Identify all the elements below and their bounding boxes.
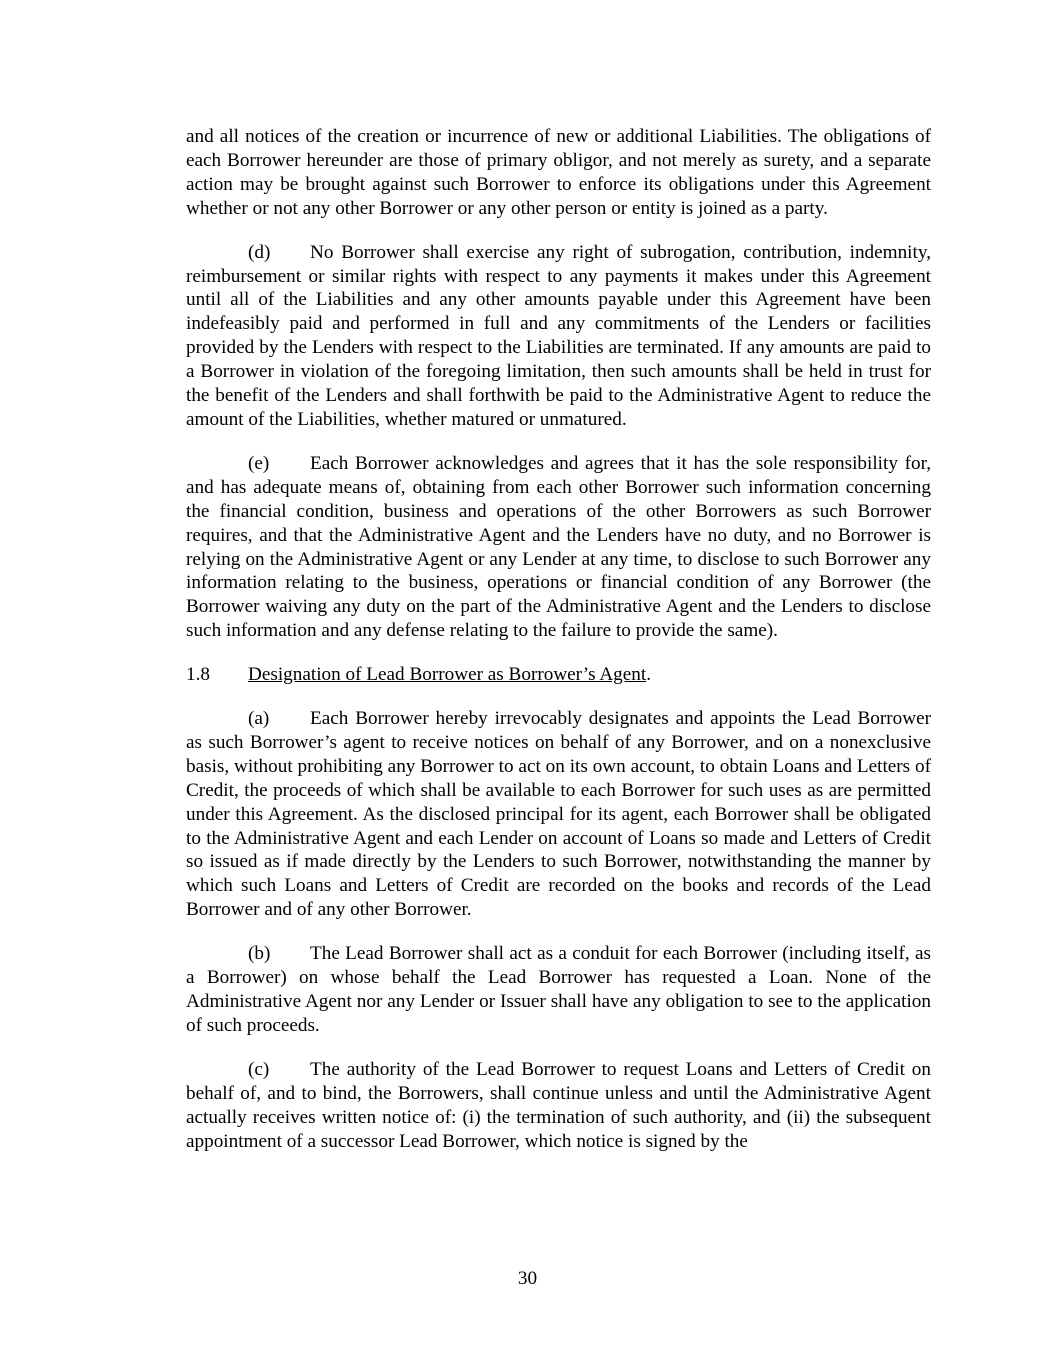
section-title: Designation of Lead Borrower as Borrower’s Agent (248, 664, 647, 686)
paragraph-a-marker: (a) (248, 708, 270, 730)
paragraph-b (186, 942, 931, 1038)
paragraph-b-marker: (b) (248, 943, 271, 965)
paragraph-c (186, 1058, 931, 1154)
paragraph-d (186, 241, 931, 432)
paragraph-b-text: The Lead Borrower shall act as a conduit for each Borrower (including itself, as a Borrower) on whose behalf the Lead Borrower has requested a Loan. None of the Administrative Agent nor any Lender or Issuer shall have any obligation to see to the application of such proceeds. (186, 943, 931, 1036)
paragraph-e (186, 452, 931, 643)
section-heading (186, 663, 931, 687)
paragraph-d-text: No Borrower shall exercise any right of subrogation, contribution, indemnity, reimbursement or similar rights with respect to any payments it makes under this Agreement until all of the Liabilities and any other amounts payable under this Agreement have been indefeasibly paid and performed in full and any commitments of the Lenders or facilities provided by the Lenders with respect to the Liabilities are terminated. If any amounts are paid to a Borrower in violation of the foregoing limitation, then such amounts shall be held in trust for the benefit of the Lenders and shall forthwith be paid to the Administrative Agent to reduce the amount of the Liabilities, whether matured or unmatured. (186, 241, 931, 430)
section-title-period: . (646, 664, 652, 686)
paragraph-c-text: The authority of the Lead Borrower to request Loans and Letters of Credit on behalf of, and to bind, the Borrowers, shall continue unless and until the Administrative Agent actually receives written notice of: (i) the termination of such authority, and (ii) the subsequent appointment of a successor Lead Borrower, which notice is signed by the (186, 1058, 931, 1152)
continuation-paragraph: and all notices of the creation or incurrence of new or additional Liabilities. The obligations of each Borrower hereunder are those of primary obligor, and not merely as surety, and a separate action may be brought against such Borrower to enforce its obligations under this Agreement whether or not any other Borrower or any other person or entity is joined as a party. (186, 126, 931, 219)
section-number: 1.8 (186, 664, 210, 686)
paragraph-e-text: Each Borrower acknowledges and agrees that it has the sole responsibility for, and has adequate means of, obtaining from each other Borrower such information concerning the financial condition, business and operations of the other Borrowers as such Borrower requires, and that the Administrative Agent and the Lenders have no duty, and no Borrower is relying on the Administrative Agent or any Lender at any time, to disclose to such Borrower any information relating to the business, operations or financial condition of any Borrower (the Borrower waiving any duty on the part of the Administrative Agent and the Lenders to disclose such information and any defense relating to the failure to provide the same). (186, 452, 931, 642)
page-number: 30 (517, 1268, 538, 1289)
paragraph-a-text: Each Borrower hereby irrevocably designates and appoints the Lead Borrower as such Borrower’s agent to receive notices on behalf of any Borrower, and on a nonexclusive basis, without prohibiting any Borrower to act on its own account, to obtain Loans and Letters of Credit, the proceeds of which shall be available to each Borrower for such uses as are permitted under this Agreement. As the disclosed principal for its agent, each Borrower shall be obligated to the Administrative Agent and each Lender on account of Loans so made and Letters of Credit so issued as if made directly by the Lenders to such Borrower, notwithstanding the manner by which such Loans and Letters of Credit are recorded on the books and records of the Lead Borrower and of any other Borrower. (186, 708, 931, 921)
paragraph-e-marker: (e) (248, 452, 270, 474)
paragraph-a (186, 707, 931, 922)
paragraph-c-marker: (c) (248, 1058, 270, 1080)
paragraph-d-marker: (d) (248, 241, 271, 263)
document-page (186, 125, 931, 1173)
